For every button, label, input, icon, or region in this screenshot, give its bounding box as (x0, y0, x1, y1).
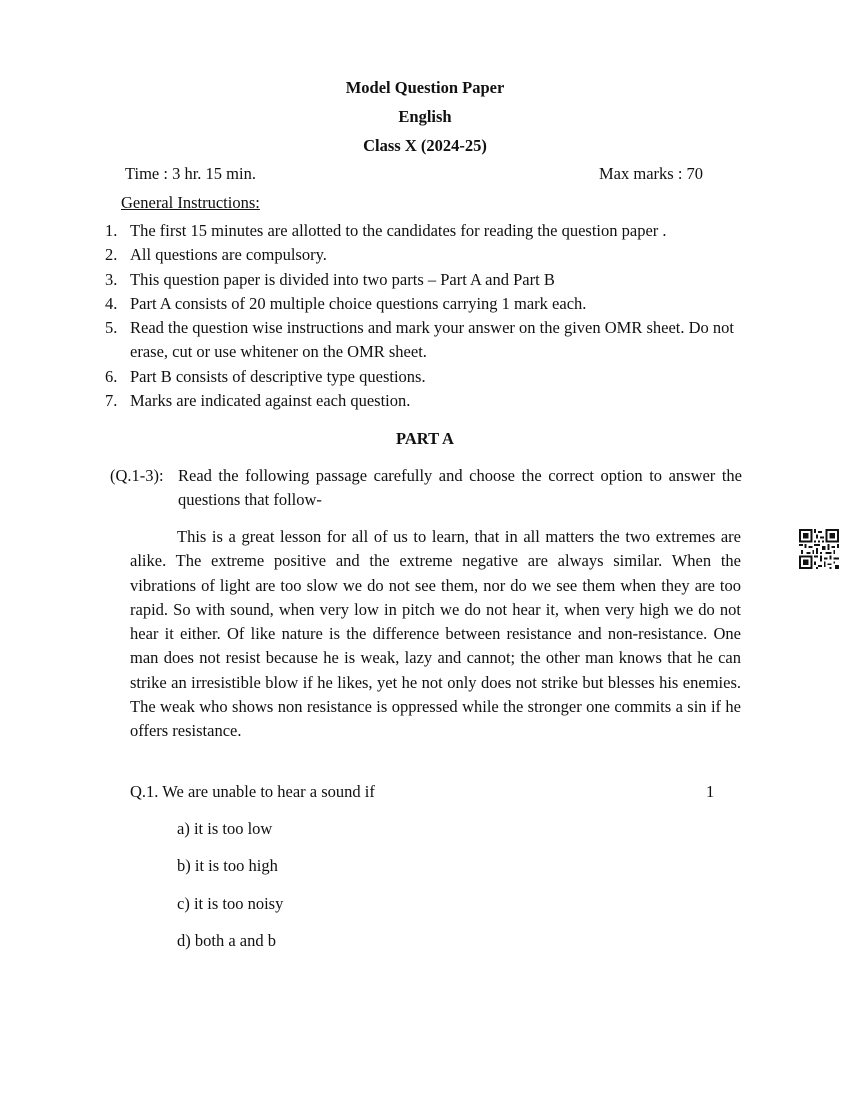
question-1-text: Q.1. We are unable to hear a sound if (130, 782, 375, 801)
instruction-number: 5. (105, 318, 118, 338)
instruction-number: 1. (105, 221, 118, 240)
instruction-number: 6. (105, 366, 118, 386)
paper-subject: English (398, 107, 452, 126)
instruction-text: The first 15 minutes are allotted to the candidates for reading the question paper . (130, 221, 667, 240)
instructions-list (105, 219, 745, 413)
instruction-text: Marks are indicated against each question. (130, 391, 411, 411)
instruction-item (105, 365, 745, 389)
question-1-marks: 1 (706, 782, 715, 801)
reading-passage: This is a great lesson for all of us to learn, that in all matters the two extremes are alike. The extreme positive and the extreme negative are always similar. When the vibrations of light are too slow we do not see them, nor do we see them when they are too rapid. So with sound, when very low in pitch we do not hear it, when very high we do not hear it either. Of like nature is the difference between resistance and non-resistance. One man does not resist because he is weak, lazy and cannot; the other man knows that he can strike an irresistible blow if he likes, yet he not only does not strike but blesses his enemies. The weak who shows non resistance is oppressed while the stronger one commits a sin if he offers resistance. (130, 527, 741, 741)
option-d: d) both a and b (177, 931, 276, 950)
instruction-item (105, 389, 745, 413)
instruction-text: This question paper is divided into two parts – Part A and Part B (130, 269, 555, 289)
paper-title: Model Question Paper (345, 78, 505, 97)
instruction-number: 4. (105, 293, 118, 313)
instruction-item (105, 219, 745, 243)
instruction-text: All questions are compulsory. (130, 245, 327, 265)
paper-class-year: Class X (2024-25) (363, 136, 487, 155)
instruction-text: Part A consists of 20 multiple choice questions carrying 1 mark each. (130, 293, 587, 313)
instruction-number: 7. (105, 391, 118, 411)
part-a-heading: PART A (396, 429, 454, 448)
option-b: b) it is too high (177, 856, 278, 875)
instruction-item (105, 243, 745, 267)
option-c: c) it is too noisy (177, 894, 284, 913)
time-allowed: Time : 3 hr. 15 min. (125, 164, 256, 183)
max-marks: Max marks : 70 (599, 164, 704, 183)
instructions-heading: General Instructions: (121, 193, 260, 212)
question-range-label: (Q.1-3): (110, 466, 164, 485)
question-range-instruction (110, 464, 742, 512)
instruction-text: Part B consists of descriptive type questions. (130, 366, 426, 386)
option-a: a) it is too low (177, 819, 273, 838)
instruction-item (105, 316, 745, 365)
instruction-text: Read the question wise instructions and mark your answer on the given OMR sheet. Do not erase, cut or use whitener on the OMR sheet. (130, 318, 734, 362)
instruction-item (105, 268, 745, 292)
instruction-number: 3. (105, 269, 118, 289)
instruction-number: 2. (105, 245, 118, 265)
qr-code-icon (799, 529, 839, 569)
question-range-text: Read the following passage carefully and choose the correct option to answer the questions that follow- (178, 466, 742, 509)
instruction-item (105, 292, 745, 316)
